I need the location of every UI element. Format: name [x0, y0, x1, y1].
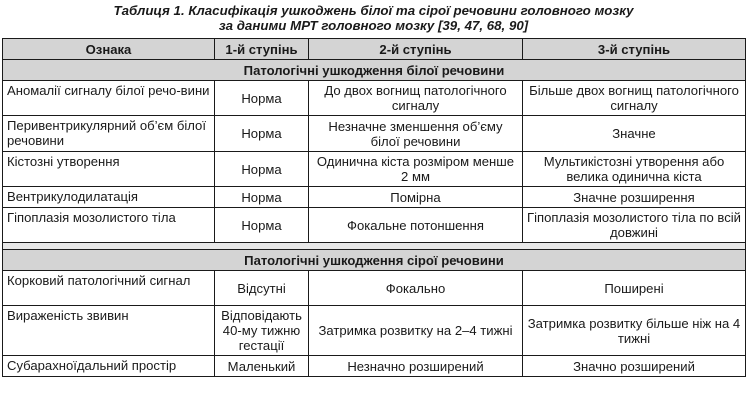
grade-2-cell: Затримка розвитку на 2–4 тижні [309, 306, 523, 356]
grade-1-cell: Норма [215, 152, 309, 187]
grade-3-cell: Більше двох вогнищ патологічного сигналу [523, 81, 746, 116]
spacer-row [3, 243, 746, 250]
sign-cell: Кістозні утворення [3, 152, 215, 187]
grade-2-cell: До двох вогнищ патологічного сигналу [309, 81, 523, 116]
grade-2-cell: Фокально [309, 271, 523, 306]
grade-2-cell: Одинична кіста розміром менше 2 мм [309, 152, 523, 187]
table-row [3, 306, 746, 356]
grade-3-cell: Поширені [523, 271, 746, 306]
grade-2-cell: Незначне зменшення об’єму білої речовини [309, 116, 523, 152]
grade-2-cell: Помірна [309, 187, 523, 208]
grade-3-cell: Затримка розвитку більше ніж на 4 тижні [523, 306, 746, 356]
header-row [3, 39, 746, 60]
section-white-matter: Патологічні ушкодження білої речовини [3, 60, 746, 81]
section-grey-matter: Патологічні ушкодження сірої речовини [3, 250, 746, 271]
grade-3-cell: Значне розширення [523, 187, 746, 208]
table-row [3, 208, 746, 243]
section-row-white [3, 60, 746, 81]
sign-cell: Субарахноїдальний простір [3, 356, 215, 377]
caption-line-1: Таблиця 1. Класифікація ушкоджень білої та сірої речовини головного мозку [113, 3, 634, 18]
grade-1-cell: Маленький [215, 356, 309, 377]
grade-2-cell: Фокальне потоншення [309, 208, 523, 243]
sign-cell: Перивентрикулярний об’єм білої речовини [3, 116, 215, 152]
grade-3-cell: Гіпоплазія мозолистого тіла по всій довжині [523, 208, 746, 243]
sign-cell: Вираженість звивин [3, 306, 215, 356]
grade-1-cell: Норма [215, 81, 309, 116]
grade-3-cell: Значне [523, 116, 746, 152]
header-grade-1: 1-й ступінь [215, 39, 309, 60]
header-grade-2: 2-й ступінь [309, 39, 523, 60]
grade-3-cell: Мультикістозні утворення або велика одинична кіста [523, 152, 746, 187]
table-row [3, 81, 746, 116]
grade-2-cell: Незначно розширений [309, 356, 523, 377]
table-caption [0, 0, 747, 38]
sign-cell: Аномалії сигналу білої речо-вини [3, 81, 215, 116]
caption-line-2: за даними МРТ головного мозку [39, 47, 68, 90] [218, 18, 529, 33]
header-grade-3: 3-й ступінь [523, 39, 746, 60]
classification-table [2, 38, 746, 377]
table-row [3, 152, 746, 187]
grade-1-cell: Норма [215, 116, 309, 152]
grade-1-cell: Відповідають 40-му тижню гестації [215, 306, 309, 356]
grade-1-cell: Відсутні [215, 271, 309, 306]
sign-cell: Гіпоплазія мозолистого тіла [3, 208, 215, 243]
header-sign: Ознака [3, 39, 215, 60]
sign-cell: Корковий патологічний сигнал [3, 271, 215, 306]
sign-cell: Вентрикулодилатація [3, 187, 215, 208]
table-row [3, 187, 746, 208]
section-row-grey [3, 250, 746, 271]
grade-3-cell: Значно розширений [523, 356, 746, 377]
grade-1-cell: Норма [215, 187, 309, 208]
table-row [3, 356, 746, 377]
grade-1-cell: Норма [215, 208, 309, 243]
table-row [3, 271, 746, 306]
table-row [3, 116, 746, 152]
